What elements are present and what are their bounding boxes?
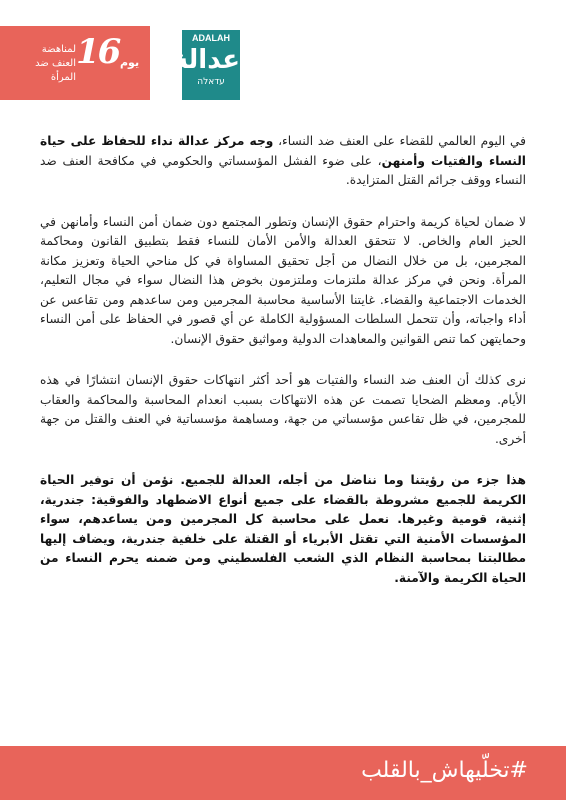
campaign-hashtag: #تخلّيهاش_بالقلب — [361, 758, 528, 783]
article-body — [40, 132, 526, 610]
paragraph-1 — [40, 132, 526, 191]
logo-latin: ADALAH — [192, 33, 230, 43]
logo-hebrew: עדאלה — [197, 77, 225, 87]
campaign-badge — [0, 26, 150, 100]
paragraph-1-rest: ، على ضوء الفشل المؤسساتي والحكومي في مكافحة العنف ضد النساء ووقف جرائم القتل المتزايدة. — [40, 153, 526, 187]
logo-arabic: عدالة — [172, 45, 240, 75]
campaign-line-1: لمناهضة — [41, 44, 76, 55]
paragraph-3: نرى كذلك أن العنف ضد النساء والفتيات هو أحد أكثر انتهاكات حقوق الإنسان انتشارًا في هذه الأيام. ومعظم الضحايا تصمت عن هذه الانتهاكات بسبب انعدام المحاسبة والمحاكمة والعقاب للمجرمين، في ظل تقاعس مؤسساتي من جهة، ومساهمة مؤسساتية في العنف والقتل من جهة أخرى. — [40, 373, 526, 446]
paragraph-2: لا ضمان لحياة كريمة واحترام حقوق الإنسان وتطور المجتمع دون ضمان أمن النساء وأمانهن في الحيز العام والخاص. لا تتحقق العدالة والأمن الأمان للنساء فقط بتطبيق القانون ومحاكمة المجرمين، بل من خلال النضال من أجل تحقيق المساواة في كل مناحي الحياة وتعزيز مكانة المرأة. ونحن في مركز عدالة ملتزمات وملتزمون بخوض هذا النضال سواء في مجال التعليم، الخدمات الاجتماعية والقضاء. غايتنا الأساسية محاسبة المجرمين ومن ساعدهم ومن تقاعس عن أداء واجباته، وأن تتحمل السلطات المسؤولية الكاملة عن أي قصور في الحفاظ على أمن النساء وحمايتهن كما تنص القوانين والمعاهدات الدولية ومواثيق حقوق الإنسان. — [40, 214, 526, 346]
campaign-number: 16 — [76, 32, 120, 72]
campaign-line-3: المرأة — [50, 72, 76, 83]
adalah-logo — [172, 30, 240, 100]
paragraph-4: هذا جزء من رؤيتنا وما نناضل من أجله، العدالة للجميع. نؤمن أن توفير الحياة الكريمة للجميع مشروطة بالقضاء على جميع أنواع الاضطهاد والفوقية: جندرية، إثنية، قومية وغيرها. نعمل على محاسبة كل المجرمين ومن يساعدهم، سواء المؤسسات الأمنية التي تقتل الأبرياء أو القتلة على خلفية جندرية، ويضاف إليها مطالبتنا بمحاسبة النظام الذي الشعب الفلسطيني ومن ضمنه يحرم النساء من الحياة الكريمة والآمنة. — [40, 473, 526, 585]
footer-banner — [0, 746, 566, 800]
campaign-line-2: العنف ضد — [35, 58, 76, 69]
paragraph-1-highlight: وجه مركز عدالة نداء للحفاظ على حياة النساء والفتيات وأمنهن — [40, 134, 526, 168]
paragraph-1-intro: في اليوم العالمي للقضاء على العنف ضد النساء، — [273, 134, 526, 148]
page-header — [0, 0, 566, 100]
campaign-day: يوم — [120, 56, 140, 69]
